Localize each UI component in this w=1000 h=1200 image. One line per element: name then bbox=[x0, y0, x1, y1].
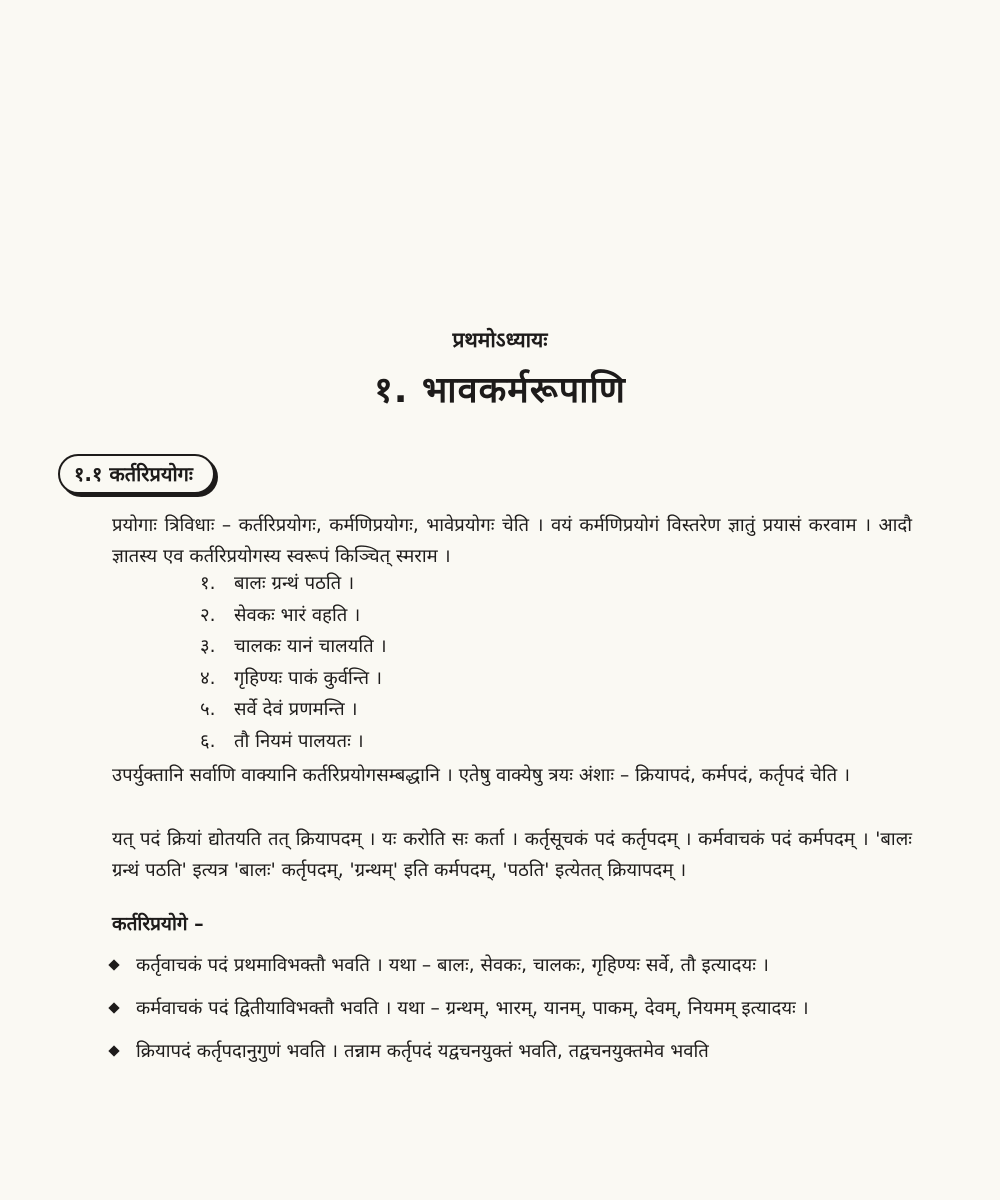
chapter-label: प्रथमोऽध्यायः bbox=[452, 328, 548, 352]
example-item bbox=[200, 694, 387, 726]
diamond-bullet-icon bbox=[108, 1002, 119, 1013]
example-text: गृहिण्यः पाकं कुर्वन्ति । bbox=[234, 667, 382, 689]
example-number: २. bbox=[200, 604, 216, 626]
rules-list bbox=[108, 950, 908, 1079]
example-text: बालः ग्रन्थं पठति । bbox=[234, 573, 355, 594]
diamond-bullet-icon bbox=[108, 1045, 119, 1056]
example-number: ५. bbox=[200, 699, 216, 720]
example-text: सेवकः भारं वहति । bbox=[234, 604, 361, 626]
example-number: १. bbox=[200, 573, 216, 594]
rules-heading: कर्तरिप्रयोगे – bbox=[112, 913, 204, 935]
example-number: ६. bbox=[200, 730, 216, 752]
definition-paragraph: यत् पदं क्रियां द्योतयति तत् क्रियापदम् । यः करोति सः कर्ता । कर्तृसूचकं पदं कर्तृपदम् । कर्मवाचकं पदं कर्मपदम् । 'बालः ग्रन्थं पठति' इत्यत्र 'बालः' कर्तृपदम्, 'ग्रन्थम्' इति कर्मपदम्, 'पठति' इत्येतत् क्रियापदम् । bbox=[112, 829, 912, 881]
example-item bbox=[200, 663, 387, 695]
example-text: चालकः यानं चालयति । bbox=[234, 636, 387, 657]
example-list bbox=[200, 568, 387, 757]
diamond-bullet-icon bbox=[108, 959, 119, 970]
rule-item bbox=[108, 993, 908, 1024]
example-item bbox=[200, 726, 387, 758]
rule-item bbox=[108, 950, 908, 981]
example-number: ३. bbox=[200, 636, 216, 657]
rule-text: क्रियापदं कर्तृपदानुगुणं भवति । तन्नाम कर्तृपदं यद्वचनयुक्तं भवति, तद्वचनयुक्तमेव भवति bbox=[136, 1041, 709, 1062]
example-text: सर्वे देवं प्रणमन्ति । bbox=[234, 699, 358, 720]
example-text: तौ नियमं पालयतः । bbox=[234, 730, 364, 752]
example-item bbox=[200, 568, 387, 600]
intro-paragraph: प्रयोगाः त्रिविधाः – कर्तरिप्रयोगः, कर्मणिप्रयोगः, भावेप्रयोगः चेति । वयं कर्मणिप्रयोगं विस्तरेण ज्ञातुं प्रयासं करवाम । आदौ ज्ञातस्य एव कर्तरिप्रयोगस्य स्वरूपं किञ्चित् स्मराम । bbox=[112, 515, 912, 567]
explanation-paragraph: उपर्युक्तानि सर्वाणि वाक्यानि कर्तरिप्रयोगसम्बद्धानि । एतेषु वाक्येषु त्रयः अंशाः – क्रियापदं, कर्मपदं, कर्तृपदं चेति । bbox=[112, 765, 851, 786]
example-number: ४. bbox=[200, 667, 216, 689]
example-item bbox=[200, 600, 387, 632]
rule-item bbox=[108, 1036, 908, 1067]
section-heading: १.१ कर्तरिप्रयोगः bbox=[58, 454, 215, 494]
rule-text: कर्मवाचकं पदं द्वितीयाविभक्तौ भवति । यथा – ग्रन्थम्, भारम्, यानम्, पाकम्, देवम्, नियमम् इत्यादयः । bbox=[136, 998, 809, 1019]
rule-text: कर्तृवाचकं पदं प्रथमाविभक्तौ भवति । यथा – बालः, सेवकः, चालकः, गृहिण्यः सर्वे, तौ इत्यादयः । bbox=[136, 955, 769, 976]
chapter-title: १. भावकर्मरूपाणि bbox=[374, 370, 626, 411]
example-item bbox=[200, 631, 387, 663]
